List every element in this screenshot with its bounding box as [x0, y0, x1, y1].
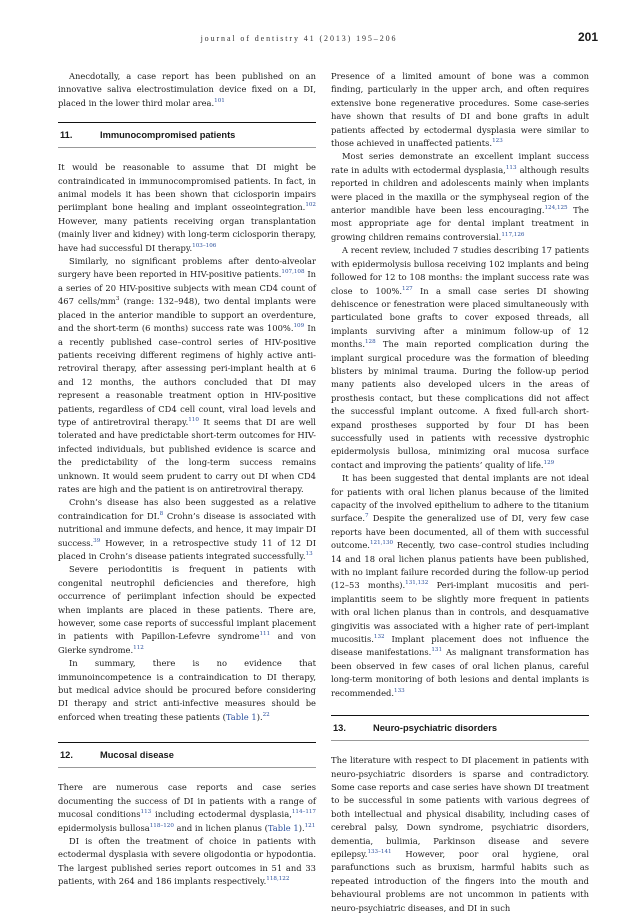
running-header: [40, 30, 598, 50]
section-number: 13.: [333, 723, 346, 734]
page-number: 201: [577, 30, 598, 44]
citation[interactable]: 118,122: [266, 876, 290, 883]
citation[interactable]: 114–117: [291, 809, 316, 816]
citation[interactable]: 127: [402, 285, 413, 292]
citation[interactable]: 117,126: [501, 231, 525, 238]
citation[interactable]: 7: [364, 513, 369, 520]
citation[interactable]: 133: [394, 687, 405, 694]
paragraph: Anecdotally, a case report has been published on an innovative saliva electrostimulation device fixed on a DI, placed in the lower third molar area.$^{101}$: [58, 71, 316, 108]
citation[interactable]: 8: [159, 510, 164, 517]
paragraph: Most series demonstrate an excellent implant success rate in adults with ectodermal dysplasia,$^{113}$ although results reported in children and adolescents mainly when implants were placed in the maxilla or the symphyseal region of the anterior mandible have been less encouraging.$^{124,125}$ The most appropriate age for dental implant treatment in growing children remains controversial.$^{117,126}$: [331, 151, 589, 242]
table-link[interactable]: Table 1: [225, 711, 257, 722]
section-number: 12.: [60, 750, 73, 761]
journal-citation: journal of dentistry 41 (2013) 195–206: [200, 34, 398, 43]
citation[interactable]: 121,130: [369, 540, 394, 547]
right-column: [331, 70, 589, 915]
paragraph: Presence of a limited amount of bone was a common finding, particularly in the upper arch, and often requires extensive bone regenerative procedures. Some case-series have shown that results of DI and bone grafts in adult patients affected by ectodermal dysplasia were similar to those achieved in unaffected patients.$^{123}$: [331, 71, 589, 149]
citation[interactable]: 131,132: [405, 580, 429, 587]
paragraph: There are numerous case reports and case series documenting the success of DI in patients with a range of mucosal conditions$^{113}$ including ectodermal dysplasia,$^{114-117}$ epidermolysis bullosa$^{118-120}$ and in lichen planus (Table 1).$^{121}$: [58, 782, 316, 833]
citation[interactable]: 132: [373, 634, 385, 641]
section-title: Immunocompromised patients: [100, 130, 236, 141]
section-heading-12: [58, 742, 316, 768]
citation[interactable]: 103–106: [192, 242, 217, 249]
paragraph: Severe periodontitis is frequent in patients with congenital neutrophil deficiencies and therefore, high occurrence of periimplant infection should be expected when implants are placed in these patients. There are, however, some case reports of successful implant placement in patients with Papillon-Lefevre syndrome$^{111}$ and von Gierke syndrome.$^{112}$: [58, 564, 317, 655]
citation[interactable]: 133–141: [367, 848, 392, 855]
citation[interactable]: 129: [543, 459, 555, 466]
paragraph: Similarly, no significant problems after dento-alveolar surgery have been reported in HIV-positive patients.$^{107,108}$ In a series of 20 HIV-positive subjects with mean CD4 count of 467 cells/$mm^3$ (range: 132–948), two dental implants were placed in the anterior mandible to support an overdenture, and the short-term (6 months) success rate was 100%.$^{109}$ In a recently published case–control series of HIV-positive patients receiving different regimens of highly active anti-retroviral therapy, after assessing peri-implant health at 6 and 12 months, the authors concluded that DI may represent a reasonable treatment option in HIV-positive patients, regardless of CD4 cell count, viral load levels and type of antiretroviral therapy.$^{110}$ It seems that DI are well tolerated and have predictable short-term outcomes for HIV-infected individuals, but published evidence is scarce and the predictability of the long-term success remains unknown. It would seem prudent to carry out DI when CD4 rates are high and the patient is on antiretroviral therapy.: [58, 256, 317, 494]
citation[interactable]: 113: [140, 809, 152, 816]
citation[interactable]: 121: [304, 822, 316, 829]
citation[interactable]: 112: [133, 644, 144, 651]
citation[interactable]: 110: [188, 416, 199, 423]
section-title: Neuro-psychiatric disorders: [373, 723, 497, 734]
citation[interactable]: 22: [262, 711, 270, 718]
citation[interactable]: 13: [305, 551, 313, 557]
citation[interactable]: 124,125: [544, 205, 568, 212]
citation[interactable]: 107,108: [281, 269, 305, 276]
paragraph: The literature with respect to DI placement in patients with neuro-psychiatric disorders is sparse and contradictory. Some case reports and case series have shown DI treatment to be successful in some patients with various degrees of both intellectual and physical disability, including cases of cerebral palsy, Down syndrome, psychiatric disorders, dementia, bulimia, Parkinson disease and severe epilepsy.$^{133-141}$ However, poor oral hygiene, oral parafunctions such as bruxism, harmful habits such as repeated introduction of the fingers into the mouth and behavioural problems are not uncommon in patients with neuro-psychiatric diseases, and DI in such: [331, 755, 589, 913]
superscript: 3: [115, 296, 120, 303]
paragraph: It has been suggested that dental implants are not ideal for patients with oral lichen planus because of the limited capacity of the involved epithelium to adhere to the titanium surface.$^7$ Despite the generalized use of DI, very few case reports have been documented, all of them with successful outcome.$^{121,130}$ Recently, two case–control studies including 14 and 18 oral lichen planus patients have been published, with no implant failure recorded during the follow-up period (12–53 months).$^{131,132}$ Peri-implant mucositis and peri-implantitis seem to be slightly more frequent in patients with oral lichen planus than in controls, and desquamative gingivitis was associated with a higher rate of peri-implant mucositis.$^{132}$ Implant placement does not influence the disease manifestations.$^{131}$ As malignant transformation has been observed in few cases of oral lichen planus, careful long-term monitoring of both lesions and dental implants is recommended.$^{133}$: [331, 473, 589, 698]
paragraph: It would be reasonable to assume that DI might be contraindicated in immunocompromised patients. In fact, in animal models it has been shown that ciclosporin impairs periimplant bone healing and implant osseointegration.$^{102}$ However, many patients receiving organ transplantation (mainly liver and kidney) with long-term ciclosporin therapy, have had successful DI therapy.$^{103-106}$: [58, 162, 316, 253]
section-heading-13: [331, 715, 589, 741]
paragraph: In summary, there is no evidence that immunoincompetence is a contraindication to DI therapy, but medical advice should be procured before considering DI therapy and strict anti-infective measures should be enforced when treating these patients (Table 1).$^{22}$: [58, 658, 316, 722]
paragraph: A recent review, included 7 studies describing 17 patients with epidermolysis bullosa receiving 102 implants and being followed for 12 to 108 months: the implant success rate was close to 100%.$^{127}$ In a small case series DI showing dehiscence or fenestration were placed simultaneously with particulated bone grafts to cover exposed threads, all implants surviving after a minimum follow-up of 12 months.$^{128}$ The main reported complication during the implant surgical procedure was the formation of bleeding blisters by minimal trauma. During the follow-up period many patients also developed ulcers in the areas of prosthesis contact, but these complications did not affect the successful implant outcome. A fixed full-arch short-expand prostheses supported by four DI has been successfully used in patients with recessive dystrophic epidermolysis bullosa, minimizing oral mucosa surface contact and improving the patients’ quality of life.$^{129}$: [331, 245, 589, 470]
section-heading-11: [58, 122, 316, 148]
citation[interactable]: 102: [305, 202, 316, 209]
citation[interactable]: 39: [93, 537, 101, 544]
left-column: [58, 70, 316, 889]
citation[interactable]: 109: [293, 323, 305, 330]
citation[interactable]: 118–120: [149, 822, 174, 829]
citation[interactable]: 111: [259, 631, 271, 638]
citation[interactable]: 128: [364, 339, 376, 346]
section-title: Mucosal disease: [100, 750, 174, 761]
table-link[interactable]: Table 1: [267, 822, 299, 833]
paragraph: DI is often the treatment of choice in patients with ectodermal dysplasia with severe oligodontia or hypodontia. The largest published series report outcomes in 51 and 33 patients, with 264 and 186 implants respectively.$^{118,122}$: [58, 835, 316, 887]
citation[interactable]: 113: [505, 164, 517, 171]
section-number: 11.: [60, 130, 73, 141]
citation[interactable]: 123: [492, 138, 503, 145]
citation[interactable]: 131: [431, 647, 443, 654]
paragraph: Crohn’s disease has also been suggested as a relative contraindication for DI.$^8$ Crohn’s disease is associated with nutritional and immune defects, and hence, it may impair DI success.$^{39}$ However, in a retrospective study 11 of 12 DI placed in Crohn’s disease patients integrated successfully.$^{13}$: [58, 497, 317, 561]
citation[interactable]: 101: [214, 97, 225, 104]
